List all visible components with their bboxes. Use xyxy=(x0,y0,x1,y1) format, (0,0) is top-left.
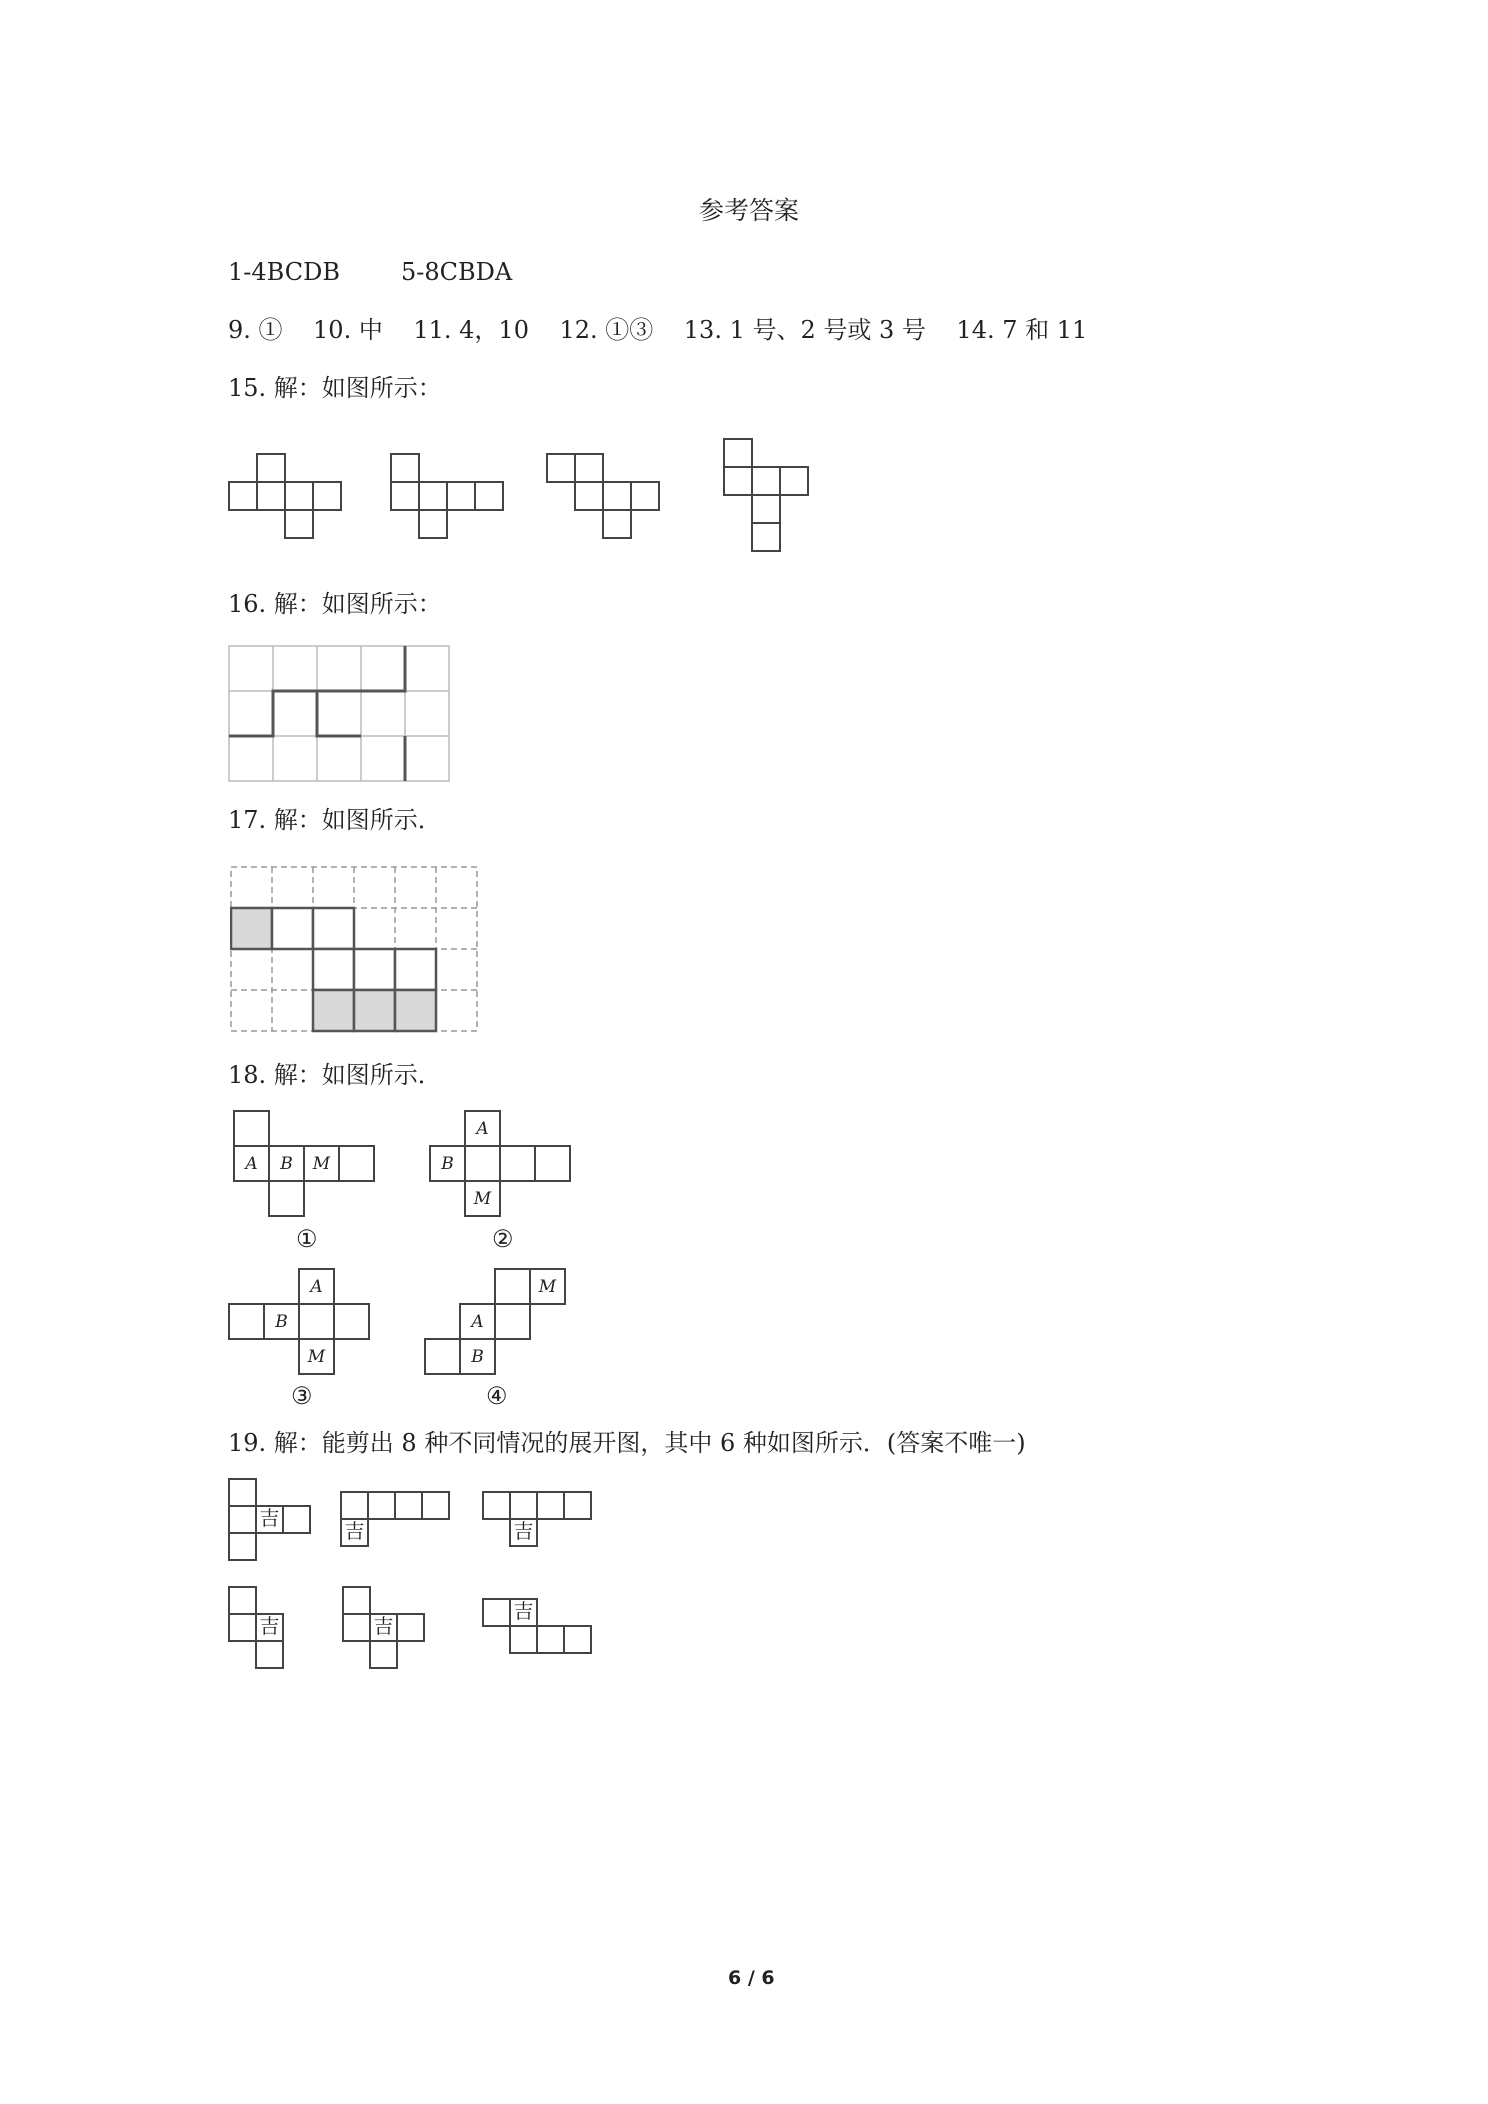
q19-net-5 xyxy=(342,1586,425,1669)
q16-grid-figure xyxy=(228,645,452,785)
net-square xyxy=(312,481,342,511)
net-square xyxy=(499,1145,536,1182)
net-square xyxy=(602,481,632,511)
q18-net-4 xyxy=(424,1268,566,1375)
q15-net-3 xyxy=(546,453,660,539)
q18-net-3 xyxy=(228,1268,370,1375)
net-square xyxy=(464,1180,501,1217)
net-square xyxy=(256,453,286,483)
answers-line-1-8: 1-4BCDB 5-8CBDA xyxy=(228,258,513,286)
net-square xyxy=(282,1505,311,1534)
net-square xyxy=(751,522,781,552)
net-square xyxy=(418,481,448,511)
net-square-letter: M xyxy=(473,1188,492,1209)
net-square xyxy=(367,1491,396,1520)
net-square-letter: B xyxy=(280,1153,293,1174)
net-square xyxy=(464,1110,501,1147)
q19-net-4 xyxy=(228,1586,284,1669)
net-square xyxy=(723,438,753,468)
net-square-letter: B xyxy=(441,1153,454,1174)
net-square-letter: M xyxy=(307,1346,326,1367)
net-square xyxy=(751,466,781,496)
net-square-mark: 吉 xyxy=(259,1614,280,1638)
net-square xyxy=(255,1640,284,1669)
net-square xyxy=(284,509,314,539)
net-square xyxy=(482,1598,511,1627)
net-square xyxy=(256,481,286,511)
q17-grid-figure xyxy=(230,866,482,1034)
net-square xyxy=(751,494,781,524)
net-square-letter: B xyxy=(275,1311,288,1332)
net-square xyxy=(298,1303,335,1340)
net-square xyxy=(779,466,809,496)
net-square xyxy=(298,1268,335,1305)
net-square xyxy=(563,1491,592,1520)
net-square xyxy=(284,481,314,511)
q19-net-6 xyxy=(482,1598,592,1654)
net-square xyxy=(494,1268,531,1305)
net-square xyxy=(534,1145,571,1182)
net-square xyxy=(333,1303,370,1340)
net-square xyxy=(723,466,753,496)
net-square-letter: B xyxy=(471,1346,484,1367)
net-square xyxy=(418,509,448,539)
net-square xyxy=(228,1505,257,1534)
net-square xyxy=(255,1505,284,1534)
net-square xyxy=(342,1586,371,1615)
net-square xyxy=(536,1491,565,1520)
q19-net-2 xyxy=(340,1491,450,1547)
net-square-mark: 吉 xyxy=(259,1506,280,1530)
net-square xyxy=(574,481,604,511)
net-square xyxy=(338,1145,375,1182)
answers-line-9-14: 9. ① 10. 中 11. 4，10 12. ①③ 13. 1 号、2 号或 3 号 14. 7 和 11 xyxy=(228,316,1088,344)
q18-caption-3: ③ xyxy=(291,1382,313,1410)
net-square-letter: M xyxy=(312,1153,331,1174)
net-square xyxy=(228,1586,257,1615)
q17-shaded-cell xyxy=(395,990,436,1031)
net-square xyxy=(509,1625,538,1654)
q19-net-3 xyxy=(482,1491,592,1547)
net-square xyxy=(342,1613,371,1642)
net-square xyxy=(233,1145,270,1182)
net-square xyxy=(459,1303,496,1340)
net-square xyxy=(228,1532,257,1561)
net-square xyxy=(482,1491,511,1520)
net-square xyxy=(536,1625,565,1654)
net-square xyxy=(464,1145,501,1182)
net-square xyxy=(459,1338,496,1375)
q18-net-1 xyxy=(233,1110,375,1217)
answer-16-heading: 16. 解：如图所示： xyxy=(228,590,442,618)
net-square xyxy=(268,1145,305,1182)
net-square xyxy=(268,1180,305,1217)
net-square xyxy=(369,1640,398,1669)
answer-15-heading: 15. 解：如图所示： xyxy=(228,374,442,402)
net-square xyxy=(474,481,504,511)
answer-18-heading: 18. 解：如图所示． xyxy=(228,1061,442,1089)
net-square xyxy=(429,1145,466,1182)
net-square xyxy=(396,1613,425,1642)
net-square xyxy=(303,1145,340,1182)
net-square-mark: 吉 xyxy=(513,1599,534,1623)
q17-shaded-cell xyxy=(313,990,354,1031)
net-square xyxy=(424,1338,461,1375)
net-square xyxy=(421,1491,450,1520)
q15-net-4 xyxy=(723,438,809,552)
net-square xyxy=(546,453,576,483)
net-square-mark: 吉 xyxy=(513,1519,534,1543)
net-square xyxy=(255,1613,284,1642)
q19-net-1 xyxy=(228,1478,311,1561)
q15-net-2 xyxy=(390,453,504,539)
net-square-letter: A xyxy=(245,1153,258,1174)
net-square xyxy=(446,481,476,511)
net-square xyxy=(394,1491,423,1520)
q17-shaded-cell xyxy=(354,990,395,1031)
answer-19-heading: 19. 解：能剪出 8 种不同情况的展开图，其中 6 种如图所示．(答案不唯一) xyxy=(228,1429,1026,1457)
net-square xyxy=(574,453,604,483)
net-square xyxy=(369,1613,398,1642)
net-square xyxy=(340,1518,369,1547)
net-square xyxy=(263,1303,300,1340)
net-square-mark: 吉 xyxy=(344,1519,365,1543)
net-square xyxy=(228,1303,265,1340)
net-square xyxy=(529,1268,566,1305)
net-square-letter: A xyxy=(471,1311,484,1332)
q18-net-2 xyxy=(429,1110,571,1217)
net-square xyxy=(233,1110,270,1147)
net-square-letter: A xyxy=(310,1276,323,1297)
page-number: 6 / 6 xyxy=(728,1967,775,1989)
net-square xyxy=(509,1518,538,1547)
net-square xyxy=(298,1338,335,1375)
q18-caption-1: ① xyxy=(296,1225,318,1253)
q18-caption-2: ② xyxy=(492,1225,514,1253)
net-square xyxy=(509,1598,538,1627)
q18-caption-4: ④ xyxy=(486,1382,508,1410)
answer-17-heading: 17. 解：如图所示． xyxy=(228,806,442,834)
net-square xyxy=(390,481,420,511)
net-square xyxy=(228,1478,257,1507)
net-square-letter: A xyxy=(476,1118,489,1139)
q15-net-1 xyxy=(228,453,342,539)
net-square xyxy=(390,453,420,483)
page-title: 参考答案 xyxy=(699,196,800,225)
net-square xyxy=(228,481,258,511)
net-square xyxy=(602,509,632,539)
net-square xyxy=(228,1613,257,1642)
net-square-mark: 吉 xyxy=(373,1614,394,1638)
net-square xyxy=(494,1303,531,1340)
net-square xyxy=(563,1625,592,1654)
q17-shaded-cell xyxy=(231,908,272,949)
net-square xyxy=(630,481,660,511)
net-square-letter: M xyxy=(538,1276,557,1297)
